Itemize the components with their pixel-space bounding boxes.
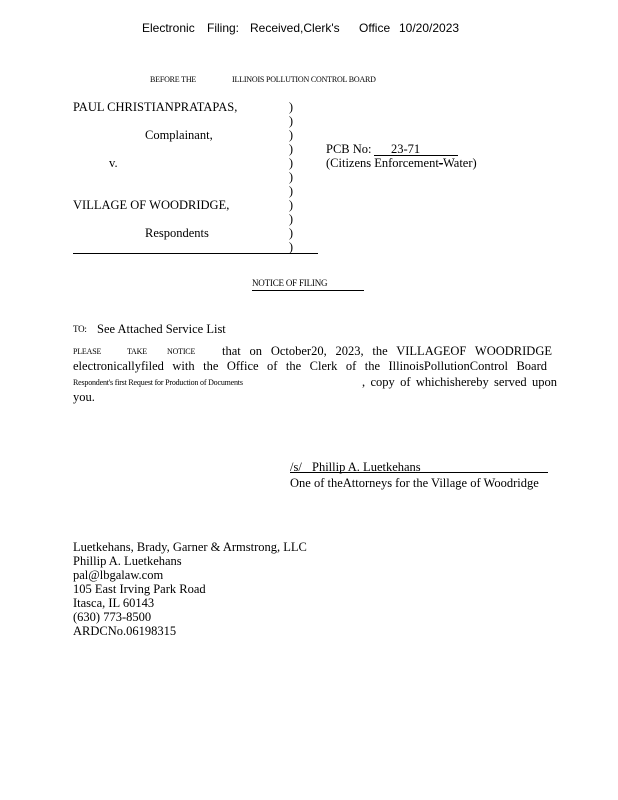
body-line-3 (362, 375, 557, 390)
notice-title-underline (252, 290, 364, 291)
filing-header-date: 10/20/2023 (399, 21, 460, 35)
caption-rule (73, 253, 318, 254)
filing-header-office: Office (359, 21, 391, 35)
paren: ) (288, 114, 294, 128)
firm-city: Itasca, IL 60143 (73, 596, 155, 610)
firm-phone: (630) 773-8500 (73, 610, 152, 624)
signature-title: One of theAttorneys for the Village of Woodridge (290, 476, 539, 490)
paren: ) (288, 226, 294, 240)
notice-title: NOTICE OF FILING (252, 278, 328, 288)
body-line-3-text: , copy of whichishereby served upon (362, 375, 557, 389)
before-the: BEFORE THE (150, 75, 197, 84)
filing-header-received: Received,Clerk's (250, 21, 340, 35)
filing-header-filing: Filing: (207, 21, 240, 35)
paren: ) (288, 128, 294, 142)
versus: v. (109, 156, 118, 170)
body-line-2 (73, 359, 547, 374)
case-type-strike: - (438, 156, 443, 170)
firm-ardc: ARDCNo.06198315 (73, 624, 177, 638)
signature-name: Phillip A. Luetkehans (312, 460, 421, 474)
pcb-label: PCB No: (326, 142, 372, 156)
paren: ) (288, 100, 294, 114)
body-word-take: TAKE (127, 347, 147, 356)
body-line-1-text: that on October20, 2023, the VILLAGEOF WOODRIDGE (222, 344, 552, 358)
case-type-suffix: Water) (442, 156, 477, 170)
firm-street: 105 East Irving Park Road (73, 582, 206, 596)
to-value: See Attached Service List (97, 322, 226, 336)
case-type-prefix: (Citizens Enforcement (326, 156, 439, 170)
respondent-label: Respondents (145, 226, 209, 240)
body-line-2-text: electronicallyfiled with the Office of the Clerk of the IllinoisPollutionControl Board (73, 359, 547, 373)
body-word-notice: NOTICE (167, 347, 196, 356)
paren: ) (288, 198, 294, 212)
paren: ) (288, 212, 294, 226)
filing-header-electronic: Electronic (142, 21, 195, 35)
signature-prefix: /s/ (290, 460, 302, 474)
firm-name: Luetkehans, Brady, Garner & Armstrong, LLC (73, 540, 307, 554)
body-document-title: Respondent's first Request for Production of Documents (73, 378, 243, 387)
paren: ) (288, 240, 294, 254)
paren: ) (288, 184, 294, 198)
respondent-name: VILLAGE OF WOODRIDGE, (73, 198, 230, 212)
pcb-number: 23-71 (391, 142, 421, 156)
firm-attorney: Phillip A. Luetkehans (73, 554, 182, 568)
case-type (326, 156, 477, 171)
to-label: TO: (73, 324, 87, 334)
body-line-1 (222, 344, 552, 359)
body-word-please: PLEASE (73, 347, 102, 356)
firm-email: pal@lbgalaw.com (73, 568, 164, 582)
paren: ) (288, 156, 294, 170)
body-line-4: you. (73, 390, 95, 404)
paren: ) (288, 142, 294, 156)
paren: ) (288, 170, 294, 184)
complainant-label: Complainant, (145, 128, 213, 142)
complainant-name: PAUL CHRISTIANPRATAPAS, (73, 100, 238, 114)
board-name: ILLINOIS POLLUTION CONTROL BOARD (232, 75, 376, 84)
signature-line (290, 472, 548, 473)
